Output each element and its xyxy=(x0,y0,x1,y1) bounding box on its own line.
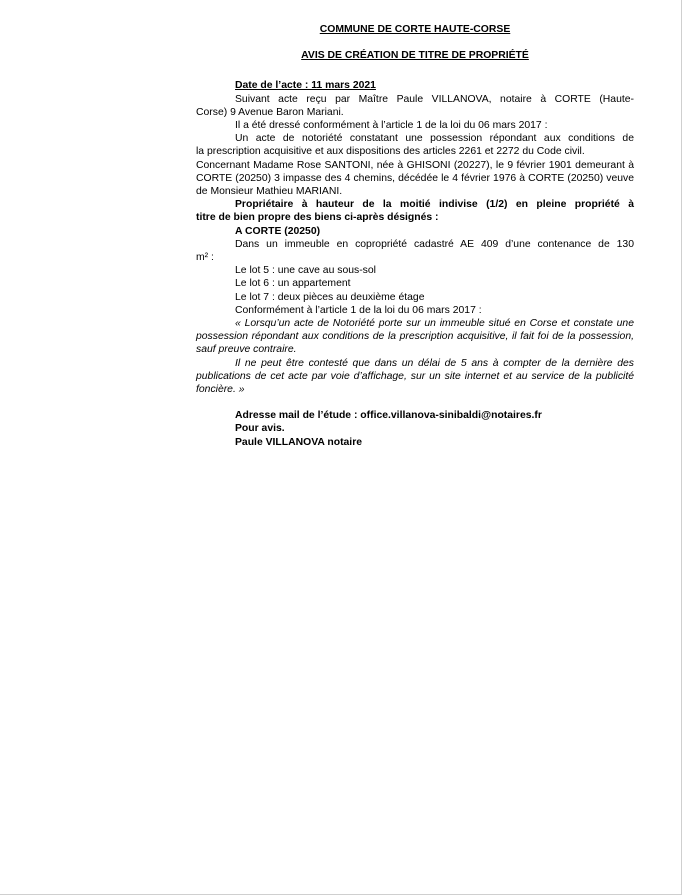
notary-receipt-line2: Corse) 9 Avenue Baron Mariani. xyxy=(196,106,344,118)
building-line1: Dans un immeuble en copropriété cadastré AE 409 d’une contenance de 130 xyxy=(235,238,634,250)
legal-notice xyxy=(196,23,634,449)
act-date: Date de l’acte : 11 mars 2021 xyxy=(235,80,376,92)
commune-title: COMMUNE DE CORTE HAUTE-CORSE xyxy=(319,24,511,35)
notary-receipt-line1: Suivant acte reçu par Maître Paule VILLANOVA, notaire à CORTE (Haute- xyxy=(235,93,634,105)
quote-paragraph-1: « Lorsqu’un acte de Notoriété porte sur un immeuble situé en Corse et constate une possession répondant aux conditions de la prescription acquisitive, il fait foi de la possession, sauf preuve contraire. xyxy=(196,318,634,356)
concerning-paragraph: Concernant Madame Rose SANTONI, née à GHISONI (20227), le 9 février 1901 demeurant à CORTE (20250) 3 impasse des 4 chemins, décédée le 4 février 1976 à CORTE (20250) veuve de Monsieur Mathieu MARIANI. xyxy=(196,159,634,198)
ownership xyxy=(196,198,634,211)
closing: Pour avis. xyxy=(235,423,285,435)
lot-item: Le lot 5 : une cave au sous-sol xyxy=(235,265,376,277)
notoriety-act-line1: Un acte de notoriété constatant une possession répondant aux conditions de xyxy=(235,133,634,145)
ownership-line2: titre de bien propre des biens ci-après désignés : xyxy=(196,212,439,224)
notoriety-act-line2: la prescription acquisitive et aux dispositions des articles 2261 et 2272 du Code civil. xyxy=(196,146,585,158)
notary-receipt xyxy=(196,93,634,106)
notice-title: AVIS DE CRÉATION DE TITRE DE PROPRIÉTÉ xyxy=(301,50,529,62)
conformity: Conformément à l’article 1 de la loi du 06 mars 2017 : xyxy=(235,304,482,316)
spacer xyxy=(196,396,634,409)
building-line2: m² : xyxy=(196,252,214,264)
quote-paragraph-2: Il ne peut être contesté que dans un délai de 5 ans à compter de la dernière des publications de cet acte par voie d’affichage, sur un site internet et au service de la publicité foncière. » xyxy=(196,357,634,396)
building xyxy=(196,238,634,251)
law-reference: Il a été dressé conformément à l’article 1 de la loi du 06 mars 2017 : xyxy=(235,120,548,132)
signature: Paule VILLANOVA notaire xyxy=(235,436,363,448)
lot-item: Le lot 7 : deux pièces au deuxième étage xyxy=(235,291,425,303)
email-line: Adresse mail de l’étude : office.villanova-sinibaldi@notaires.fr xyxy=(235,410,542,422)
notoriety-act xyxy=(196,132,634,145)
ownership-line1: Propriétaire à hauteur de la moitié indivise (1/2) en pleine propriété à xyxy=(235,199,634,211)
location: A CORTE (20250) xyxy=(235,225,321,237)
lot-item: Le lot 6 : un appartement xyxy=(235,278,351,290)
